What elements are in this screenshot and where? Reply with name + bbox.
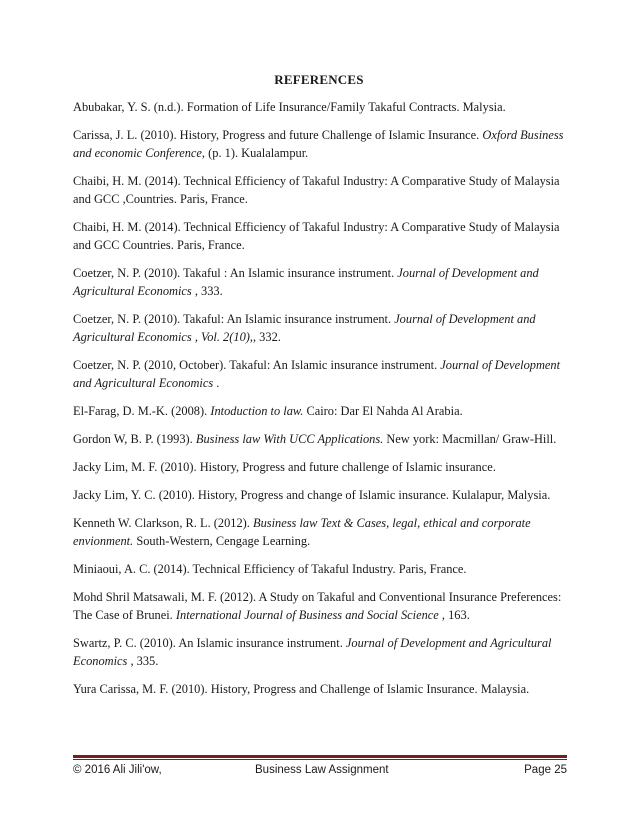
reference-text: Yura Carissa, M. F. (2010). History, Progress and Challenge of Islamic Insurance. Malaysia. <box>73 682 530 696</box>
reference-text: Mohd Shril Matsawali, M. F. (2012). A Study on Takaful and Conventional Insurance Preferences: The Case of Brunei. <box>73 590 562 622</box>
reference-list <box>73 98 569 698</box>
reference-entry <box>73 486 569 504</box>
reference-title-italic: Journal of Development and Agricultural Economics <box>73 636 552 668</box>
reference-text: Chaibi, H. M. (2014). Technical Efficiency of Takaful Industry: A Comparative Study of Malaysia and GCC ,Countries. Paris, France. <box>73 174 560 206</box>
reference-text: South-Western, Cengage Learning. <box>133 534 311 548</box>
reference-text: Coetzer, N. P. (2010, October). Takaful: An Islamic insurance instrument. <box>73 358 441 372</box>
reference-title-italic: Business law With UCC Applications. <box>195 432 384 446</box>
reference-text: New york: Macmillan/ Graw-Hill. <box>383 432 557 446</box>
reference-entry <box>73 588 569 624</box>
reference-text: , 332. <box>252 330 281 344</box>
reference-text: Miniaoui, A. C. (2014). Technical Efficiency of Takaful Industry. Paris, France. <box>73 562 467 576</box>
reference-text: , 335. <box>127 654 159 668</box>
reference-entry <box>73 172 569 208</box>
reference-entry <box>73 310 569 346</box>
reference-text: El-Farag, D. M.-K. (2008). <box>73 404 211 418</box>
reference-title-italic: Business law Text & Cases, legal, ethical and corporate envionment. <box>73 516 531 548</box>
reference-title-italic: Journal of Development and Agricultural Economics , Vol. 2(10), <box>73 312 536 344</box>
page-footer <box>73 764 567 780</box>
reference-text: Abubakar, Y. S. (n.d.). Formation of Life Insurance/Family Takaful Contracts. Malysia. <box>73 100 506 114</box>
reference-title-italic: Journal of Development and Agricultural Economics <box>73 266 539 298</box>
reference-text: Chaibi, H. M. (2014). Technical Efficiency of Takaful Industry: A Comparative Study of Malaysia and GCC Countries. Paris, France. <box>73 220 560 252</box>
reference-entry <box>73 430 569 448</box>
reference-entry <box>73 126 569 162</box>
reference-text: Jacky Lim, M. F. (2010). History, Progress and future challenge of Islamic insurance. <box>73 460 496 474</box>
reference-title-italic: Journal of Development and Agricultural Economics <box>73 358 561 390</box>
footer-rule-thin <box>73 759 567 760</box>
reference-text: Jacky Lim, Y. C. (2010). History, Progress and change of Islamic insurance. Kulalapur, Malysia. <box>73 488 551 502</box>
reference-title-italic: International Journal of Business and Social Science <box>175 608 439 622</box>
reference-text: Coetzer, N. P. (2010). Takaful: An Islamic insurance instrument. <box>73 312 395 326</box>
reference-text: , (p. 1). Kualalampur. <box>201 146 309 160</box>
reference-entry <box>73 514 569 550</box>
footer-document-title: Business Law Assignment <box>255 764 389 776</box>
reference-text: , 333. <box>191 284 223 298</box>
reference-entry <box>73 98 569 116</box>
reference-entry <box>73 560 569 578</box>
reference-entry <box>73 402 569 420</box>
reference-text: Kenneth W. Clarkson, R. L. (2012). <box>73 516 253 530</box>
reference-entry <box>73 218 569 254</box>
reference-entry <box>73 264 569 300</box>
reference-entry <box>73 634 569 670</box>
footer-page-number: Page 25 <box>524 764 567 776</box>
reference-text: Cairo: Dar El Nahda Al Arabia. <box>303 404 463 418</box>
reference-text: Gordon W, B. P. (1993). <box>73 432 196 446</box>
reference-text: Swartz, P. C. (2010). An Islamic insurance instrument. <box>73 636 346 650</box>
footer-copyright: © 2016 Ali Jili'ow, <box>73 764 162 776</box>
reference-entry <box>73 458 569 476</box>
page-title: REFERENCES <box>274 72 364 87</box>
reference-title-italic: Oxford Business and economic Conference <box>73 128 564 160</box>
reference-text: , 163. <box>438 608 470 622</box>
reference-title-italic: Intoduction to law. <box>210 404 304 418</box>
reference-entry <box>73 356 569 392</box>
reference-text: Carissa, J. L. (2010). History, Progress and future Challenge of Islamic Insurance. <box>73 128 483 142</box>
reference-text: Coetzer, N. P. (2010). Takaful : An Islamic insurance instrument. <box>73 266 398 280</box>
reference-text: . <box>213 376 220 390</box>
reference-entry <box>73 680 569 698</box>
footer-rule-thick <box>73 755 567 758</box>
